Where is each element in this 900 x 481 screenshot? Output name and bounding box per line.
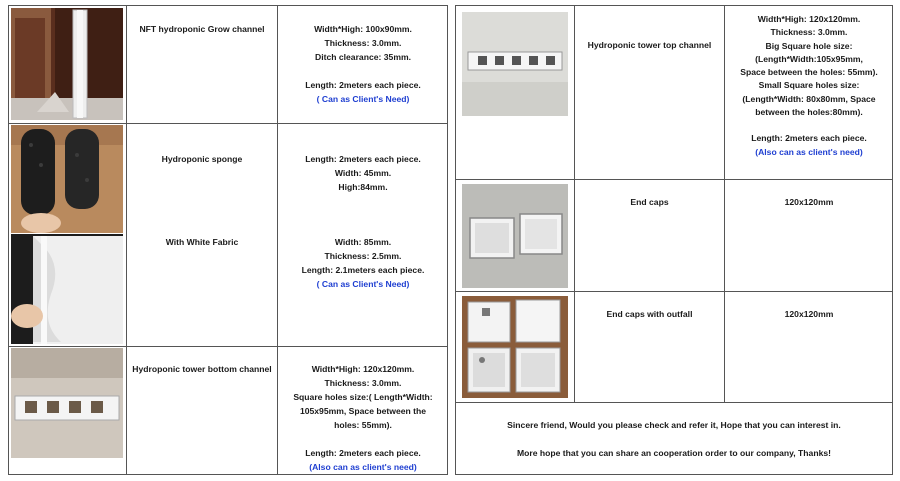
end-caps-photo: [462, 184, 568, 288]
white-fabric-photo: [11, 234, 123, 344]
tower-top-channel-photo: [462, 12, 568, 116]
nft-channel-name: NFT hydroponic Grow channel: [139, 24, 265, 34]
tower-bottom-channel-photo: [11, 348, 123, 458]
nft-channel-specs: Width*High: 100x90mm. Thickness: 3.0mm. Ditch clearance: 35mm. Length: 2meters each piece. ( Can as Client's Need): [305, 24, 421, 104]
tower-top-channel-specs: Width*High: 120x120mm. Thickness: 3.0mm. Big Square hole size: (Length*Width:105x95mm, Space between the holes: 55mm). Small Square holes size: (Length*Width: 80x80mm, Space between the holes:80mm). Length: 2meters each piece. (Also can as client's need): [740, 14, 878, 157]
end-caps-outfall-photo: [462, 296, 568, 398]
tower-bottom-channel-name: Hydroponic tower bottom channel: [132, 364, 272, 374]
tower-bottom-channel-specs: Width*High: 120x120mm. Thickness: 3.0mm. Square holes size:( Length*Width: 105x95mm, Space between the holes: 55mm). Length: 2meters each piece. (Also can as client's need): [293, 364, 433, 472]
white-fabric-name: With White Fabric: [165, 237, 239, 247]
hydroponic-sponge-photo: [11, 125, 123, 233]
hydroponic-sponge-specs: Length: 2meters each piece. Width: 45mm. High:84mm.: [305, 154, 421, 192]
left-product-table: [8, 5, 448, 475]
white-fabric-specs: Width: 85mm. Thickness: 2.5mm. Length: 2.1meters each piece. ( Can as Client's Need): [301, 237, 425, 289]
end-caps-name: End caps: [630, 197, 669, 207]
closing-message: Sincere friend, Would you please check and refer it, Hope that you can interest in. More hope that you can share an cooperation order to our company, Thanks!: [507, 420, 841, 458]
nft-channel-photo: [11, 8, 123, 120]
hydroponic-sponge-name: Hydroponic sponge: [161, 154, 243, 164]
end-caps-outfall-size: 120x120mm: [784, 309, 834, 319]
end-caps-size: 120x120mm: [784, 197, 834, 207]
end-caps-outfall-name: End caps with outfall: [606, 309, 693, 319]
tower-top-channel-name: Hydroponic tower top channel: [587, 40, 712, 50]
right-product-table: [455, 5, 893, 475]
